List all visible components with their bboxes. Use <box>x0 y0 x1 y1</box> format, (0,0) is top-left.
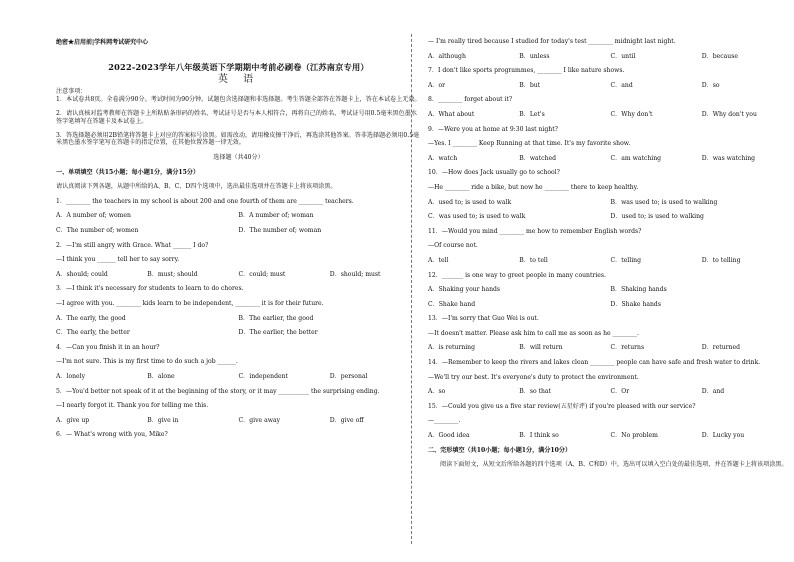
answer-option[interactable]: B．alone <box>147 372 175 380</box>
question-stem: 15．—Could you give us a five star review(五星好评) if you're pleased with our service? <box>428 402 696 410</box>
section-2-title: 二、完形填空（共10小题；每小题1分，满分10分） <box>428 446 572 454</box>
answer-option[interactable]: D．because <box>701 52 738 60</box>
answer-option[interactable]: C．returns <box>610 344 645 352</box>
option-row <box>56 329 421 336</box>
answer-option[interactable]: A．used to; is used to walk <box>428 198 512 206</box>
answer-option[interactable]: B．give in <box>147 416 179 424</box>
question-stem: 13．—I'm sorry that Guo Wei is out. <box>428 315 539 323</box>
answer-option[interactable]: B．A number of; woman <box>238 212 314 220</box>
answer-option[interactable]: A．lonely <box>56 372 86 380</box>
answer-option[interactable]: B．watched <box>519 154 556 162</box>
answer-option[interactable]: D．The number of; woman <box>238 226 322 234</box>
answer-option[interactable]: A．so <box>428 388 446 396</box>
question-stem: —I think you ______ tell her to say sorry. <box>56 256 180 264</box>
option-row <box>428 213 793 220</box>
answer-option[interactable]: D．used to; is used to walking <box>610 213 704 221</box>
answer-option[interactable]: C．Shake hand <box>428 300 476 308</box>
right-question-list <box>428 38 793 439</box>
answer-option[interactable]: B．so that <box>519 388 552 396</box>
note-item-3: 3．答选择题必须用2B铅笔将答题卡上对应的答案标号涂黑。如需改动，请用橡皮擦干净后，再选涂其他答案。答非选择题必须用0.5毫米黑色墨水签字笔写在答题卡的指定位置，在其他位置答题一律无效。 <box>56 132 420 147</box>
option-row <box>428 199 793 206</box>
option-row <box>428 388 793 395</box>
answer-option[interactable]: D．was watching <box>701 154 756 162</box>
answer-option[interactable]: D．Shake hands <box>610 300 661 308</box>
answer-option[interactable]: D．should; must <box>329 270 381 278</box>
question-stem: —I'm not sure. This is my first time to do such a job ______. <box>56 358 238 366</box>
option-row <box>428 257 793 264</box>
option-row <box>428 53 793 60</box>
question-stem: 2．—I'm still angry with Grace. What ______ I do? <box>56 241 209 249</box>
answer-option[interactable]: B．unless <box>519 52 550 60</box>
option-row <box>428 155 793 162</box>
answer-option[interactable]: C．Why don't <box>610 110 653 118</box>
secret-label: 绝密★启用前|学科网考试研究中心 <box>56 39 149 46</box>
note-item-2: 2．请认真核对监考教师在答题卡上所粘贴条形码的姓名、考试证号是否与本人相符合，再将自己的姓名、考试证号用0.5毫米黑色墨水签字笔填写在答题卡及本试卷上。 <box>56 110 417 125</box>
question-stem: 9．—Were you at home at 9:30 last night? <box>428 125 558 133</box>
answer-option[interactable]: D．returned <box>701 344 740 352</box>
answer-option[interactable]: C．was used to; is used to walk <box>428 213 526 221</box>
answer-option[interactable]: B．but <box>519 81 541 89</box>
option-row <box>428 286 793 293</box>
question-stem: —Of course not. <box>428 242 478 250</box>
question-stem: —It doesn't matter. Please ask him to call me as soon as he ________. <box>428 329 639 337</box>
answer-option[interactable]: A．Shaking your hands <box>428 286 501 294</box>
answer-option[interactable]: C．and <box>610 81 633 89</box>
answer-option[interactable]: D．personal <box>329 372 368 380</box>
answer-option[interactable]: D．give off <box>329 416 364 424</box>
question-stem: 5．—You'd better not speak of it at the beginning of the story, or it may __________ the surprising ending. <box>56 387 380 395</box>
answer-option[interactable]: A．A number of; women <box>56 212 131 220</box>
option-row <box>56 227 421 234</box>
question-stem: 1．________ the teachers in my school is about 200 and one fourth of them are ________ teachers. <box>56 197 354 205</box>
answer-option[interactable]: A．tell <box>428 256 449 264</box>
answer-option[interactable]: D．Lucky you <box>701 432 745 440</box>
answer-option[interactable]: B．I think so <box>519 432 559 440</box>
note-item-1: 1．本试卷共8页。全卷满分90分。考试时间为90分钟。试题包含选择题和非选择题。考生答题全部答在答题卡上，答在本试卷上无效。 <box>56 95 421 103</box>
answer-option[interactable]: A．should; could <box>56 270 108 278</box>
section-1-instruction: 请认真阅读下列各题，从题中所给的A、B、C、D四个选项中，选出最佳选项并在答题卡上将该项涂黑。 <box>56 183 337 191</box>
question-stem: 6．— What's wrong with you, Mike? <box>56 431 168 439</box>
answer-option[interactable]: C．No problem <box>610 432 658 440</box>
section-1-title: 一、单项填空（共15小题；每小题1分，满分15分） <box>56 168 200 176</box>
option-row <box>56 417 421 424</box>
question-stem: —I agree with you. ________ kids learn to be independent, ________ it is for their future. <box>56 299 324 307</box>
answer-option[interactable]: D．so <box>701 81 720 89</box>
answer-option[interactable]: B．will return <box>519 344 563 352</box>
option-row <box>56 315 421 322</box>
option-row <box>428 82 793 89</box>
answer-option[interactable]: B．must; should <box>147 270 198 278</box>
question-stem: —________. <box>428 417 461 425</box>
option-row <box>428 344 793 351</box>
answer-option[interactable]: A．The early, the good <box>56 314 126 322</box>
option-row <box>56 271 421 278</box>
section-2-instruction: 阅读下面短文，从短文后所给各题的四个选项（A、B、C和D）中，选出可以填入空白处的最佳选项，并在答题卡上将该项涂黑。 <box>440 461 788 469</box>
option-row <box>56 212 421 219</box>
answer-option[interactable]: A．watch <box>428 154 458 162</box>
option-row <box>428 111 793 118</box>
answer-option[interactable]: A．Good idea <box>428 432 470 440</box>
answer-option[interactable]: B．was used to; is used to walking <box>610 198 718 206</box>
notes-heading: 注意事项： <box>56 87 87 95</box>
question-stem: 10．—How does Jack usually go to school? <box>428 169 560 177</box>
answer-option[interactable]: C．give away <box>238 416 281 424</box>
question-stem: 4．—Can you finish it in an hour? <box>56 343 160 351</box>
question-stem: —He ________ ride a bike, but now he ________ there to keep healthy. <box>428 183 639 191</box>
question-stem: —Yes. I ________ Keep Running at that time. It's my favorite show. <box>428 140 631 148</box>
option-row <box>428 432 793 439</box>
answer-option[interactable]: C．telling <box>610 256 641 264</box>
answer-option[interactable]: A．give up <box>56 416 90 424</box>
question-stem: —I nearly forgot it. Thank you for telling me this. <box>56 402 209 410</box>
answer-option[interactable]: B．The earlier, the good <box>238 314 314 322</box>
answer-option[interactable]: A．although <box>428 52 466 60</box>
question-stem: 14．—Remember to keep the rivers and lakes clean ________ people can have safe and fresh water to drink. <box>428 359 761 367</box>
question-stem: 11．—Would you mind ________ me how to remember English words? <box>428 227 642 235</box>
question-stem: 8．________ forget about it? <box>428 96 513 104</box>
answer-option[interactable]: C．The number of; women <box>56 226 139 234</box>
left-column <box>56 38 421 446</box>
left-question-list <box>56 198 421 439</box>
part-title: 选择题（共40分） <box>213 154 264 161</box>
option-row <box>428 301 793 308</box>
answer-option[interactable]: C．am watching <box>610 154 662 162</box>
answer-option[interactable]: A．is returning <box>428 344 476 352</box>
question-stem: 7．I don't like sports programmes, ________ I like nature shows. <box>428 67 625 75</box>
answer-option[interactable]: C．until <box>610 52 636 60</box>
answer-option[interactable]: A．or <box>428 81 446 89</box>
option-row <box>56 373 421 380</box>
question-stem: 12．_______ is one way to greet people in many countries. <box>428 271 606 279</box>
answer-option[interactable]: B．to tell <box>519 256 548 264</box>
question-stem: — I'm really tired because I studied for today's test ________ midnight last night. <box>428 38 676 45</box>
answer-option[interactable]: C．independent <box>238 372 288 380</box>
answer-option[interactable]: C．could; must <box>238 270 286 278</box>
answer-option[interactable]: D．Why don't you <box>701 110 757 118</box>
question-stem: 3．—I think it's necessary for students to learn to do chores. <box>56 285 244 293</box>
answer-option[interactable]: C．Or <box>610 388 630 396</box>
answer-option[interactable]: B．Let's <box>519 110 545 118</box>
exam-title: 2022-2023学年八年级英语下学期期中考前必刷卷（江苏南京专用） <box>108 62 369 73</box>
answer-option[interactable]: B．Shaking hands <box>610 286 667 294</box>
right-column <box>428 38 793 476</box>
question-stem: —We'll try our best. It's everyone's duty to protect the environment. <box>428 373 639 381</box>
answer-option[interactable]: A．What about <box>428 110 475 118</box>
answer-option[interactable]: D．The earlier, the better <box>238 329 318 337</box>
answer-option[interactable]: D．and <box>701 388 725 396</box>
exam-subject: 英 语 <box>217 74 260 86</box>
answer-option[interactable]: D．to telling <box>701 256 741 264</box>
answer-option[interactable]: C．The early, the better <box>56 329 130 337</box>
